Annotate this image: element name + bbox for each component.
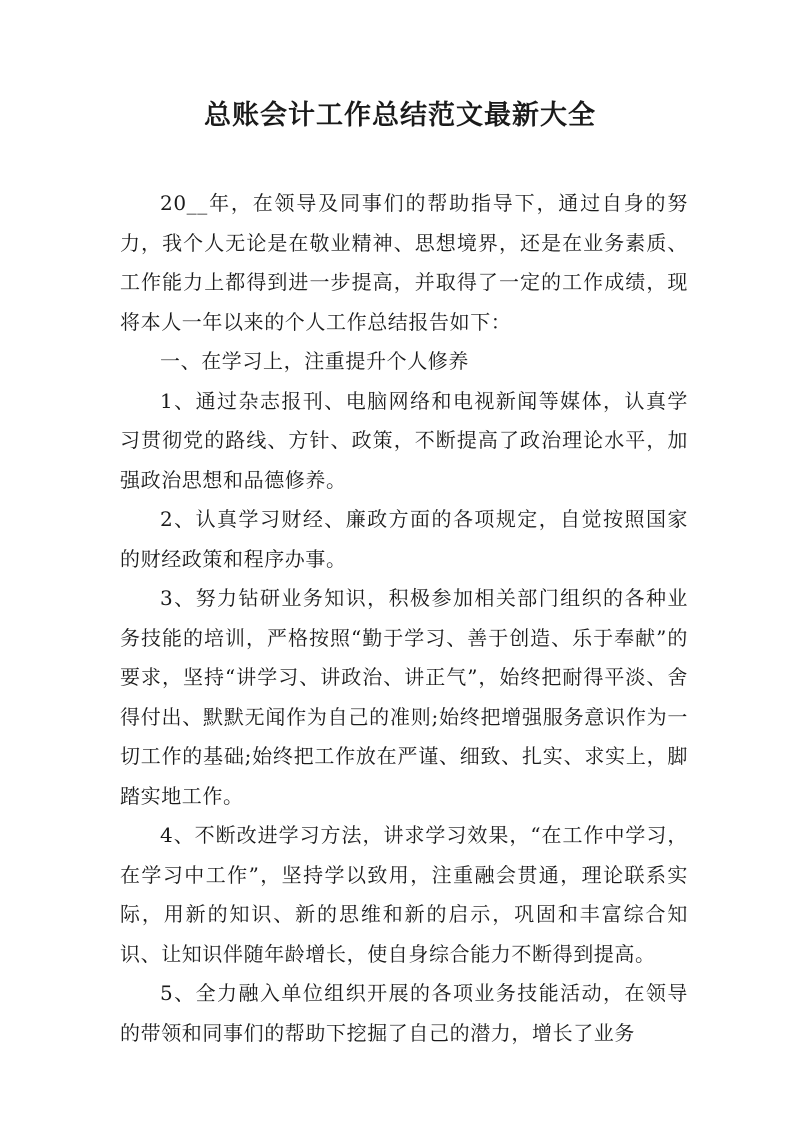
paragraph-item-4: 4、不断改进学习方法，讲求学习效果，“在工作中学习，在学习中工作”，坚持学以致用，注重融会贯通，理论联系实际，用新的知识、新的思维和新的启示，巩固和丰富综合知识、让知识伴随年龄增长，使自身综合能力不断得到提高。: [120, 823, 688, 966]
section-heading-study: 一、在学习上，注重提升个人修养: [160, 349, 469, 373]
paragraph-item-1: 1、通过杂志报刊、电脑网络和电视新闻等媒体，认真学习贯彻党的路线、方针、政策，不断提高了政治理论水平，加强政治思想和品德修养。: [120, 388, 688, 492]
document-body: [120, 184, 688, 1053]
paragraph-item-2: 2、认真学习财经、廉政方面的各项规定，自觉按照国家的财经政策和程序办事。: [120, 507, 688, 571]
paragraph-item-5: 5、全力融入单位组织开展的各项业务技能活动，在领导的带领和同事们的帮助下挖掘了自己的潜力，增长了业务: [120, 981, 688, 1045]
paragraph-intro: 20__年，在领导及同事们的帮助指导下，通过自身的努力，我个人无论是在敬业精神、思想境界，还是在业务素质、工作能力上都得到进一步提高，并取得了一定的工作成绩，现将本人一年以来的个人工作总结报告如下：: [120, 191, 688, 334]
paragraph-item-3: 3、努力钻研业务知识，积极参加相关部门组织的各种业务技能的培训，严格按照“勤于学习、善于创造、乐于奉献”的要求，坚持“讲学习、讲政治、讲正气”，始终把耐得平淡、舍得付出、默默无闻作为自己的准则;始终把增强服务意识作为一切工作的基础;始终把工作放在严谨、细致、扎实、求实上，脚踏实地工作。: [120, 586, 688, 808]
document-title: 总账会计工作总结范文最新大全: [204, 100, 596, 131]
